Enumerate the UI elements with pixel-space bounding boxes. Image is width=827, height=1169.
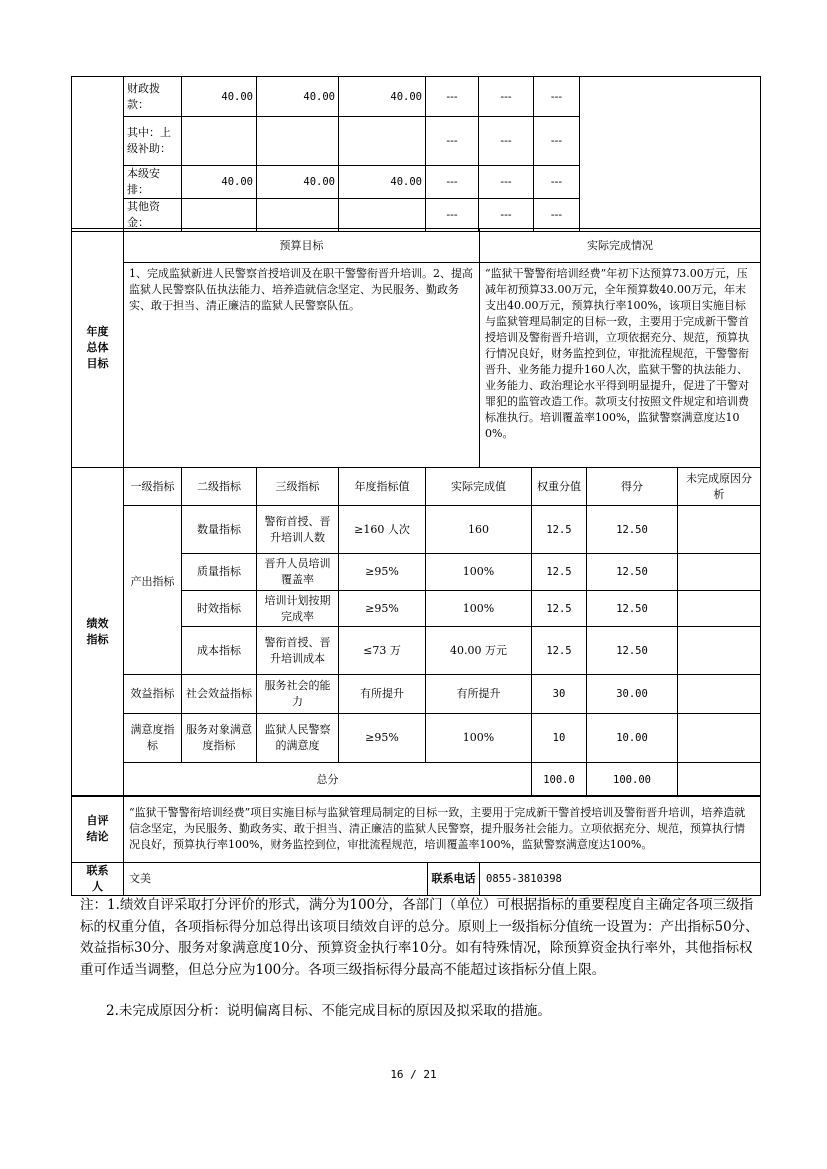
goals-table xyxy=(71,228,761,468)
score-cell: 12.50 xyxy=(587,554,678,591)
funds-cell xyxy=(257,117,339,166)
satisfaction-indicator-label: 满意度指标 xyxy=(124,714,182,763)
performance-section-label: 绩效指标 xyxy=(72,468,124,797)
funds-cell: --- xyxy=(534,117,580,166)
funds-cell: --- xyxy=(534,77,580,117)
header-target: 年度指标值 xyxy=(339,468,426,506)
score-cell: 10.00 xyxy=(587,714,678,763)
goals-section-label: 年度总体目标 xyxy=(72,229,124,468)
level3-cell: 晋升人员培训覆盖率 xyxy=(257,554,339,591)
funds-cell xyxy=(257,199,339,232)
funds-row-label: 其他资金： xyxy=(124,199,182,232)
level2-cell: 质量指标 xyxy=(182,554,257,591)
note-paragraph: 注：1.绩效自评采取打分评价的形式，满分为100分，各部门（单位）可根据指标的重要程度自主确定各项三级指标的权重分值，各项指标得分加总得出该项目绩效自评的总分。原则上一级指标分值统一设置为：产出指标50分、效益指标30分、服务对象满意度10分、预算资金执行率10分。如有特殊情况，除预算资金执行率外，其他指标权重可作适当调整，但总分应为100分。各项三级指标得分最高不能超过该指标分值上限。 xyxy=(80,897,759,978)
funds-right-blank xyxy=(580,77,761,232)
funds-row-label: 本级安排： xyxy=(124,166,182,199)
self-eval-table xyxy=(71,795,761,896)
weight-cell: 30 xyxy=(532,675,587,714)
actual-cell: 100% xyxy=(426,714,532,763)
level2-cell: 时效指标 xyxy=(182,591,257,627)
table-row xyxy=(72,506,761,554)
funds-cell: --- xyxy=(534,166,580,199)
self-eval-label: 自评结论 xyxy=(72,796,124,863)
score-cell: 12.50 xyxy=(587,627,678,675)
reason-cell xyxy=(678,554,761,591)
performance-table xyxy=(71,467,761,797)
funds-cell: --- xyxy=(426,117,479,166)
actual-cell: 100% xyxy=(426,591,532,627)
weight-cell: 12.5 xyxy=(532,506,587,554)
total-reason xyxy=(678,763,761,797)
output-indicator-label: 产出指标 xyxy=(124,506,182,675)
header-weight: 权重分值 xyxy=(532,468,587,506)
funds-cell: --- xyxy=(426,166,479,199)
funds-left-blank xyxy=(72,77,124,232)
header-reason: 未完成原因分析 xyxy=(678,468,761,506)
target-cell: ≤73 万 xyxy=(339,627,426,675)
level3-cell: 警衔首授、晋升培训人数 xyxy=(257,506,339,554)
actual-cell: 100% xyxy=(426,554,532,591)
target-cell: ≥95% xyxy=(339,714,426,763)
contact-row xyxy=(72,863,761,896)
reason-cell xyxy=(678,506,761,554)
funds-row-label: 财政拨款： xyxy=(124,77,182,117)
target-cell: ≥95% xyxy=(339,554,426,591)
table-row xyxy=(72,675,761,714)
funds-cell: 40.00 xyxy=(257,77,339,117)
contact-name: 文美 xyxy=(124,863,428,896)
funds-row xyxy=(72,77,761,117)
weight-cell: 10 xyxy=(532,714,587,763)
total-label: 总分 xyxy=(124,763,532,797)
actual-cell: 160 xyxy=(426,506,532,554)
score-cell: 30.00 xyxy=(587,675,678,714)
phone-number: 0855-3810398 xyxy=(480,863,761,896)
funds-cell xyxy=(182,117,257,166)
reason-cell xyxy=(678,591,761,627)
funds-cell xyxy=(339,199,426,232)
weight-cell: 12.5 xyxy=(532,627,587,675)
total-row xyxy=(72,763,761,797)
weight-cell: 12.5 xyxy=(532,554,587,591)
actual-cell: 有所提升 xyxy=(426,675,532,714)
funds-cell: --- xyxy=(479,166,534,199)
level2-cell: 数量指标 xyxy=(182,506,257,554)
performance-header-row xyxy=(72,468,761,506)
funds-cell: --- xyxy=(534,199,580,232)
funds-cell: --- xyxy=(426,77,479,117)
score-cell: 12.50 xyxy=(587,506,678,554)
goals-header-row xyxy=(72,229,761,263)
funds-cell: 40.00 xyxy=(339,166,426,199)
funds-cell: --- xyxy=(479,199,534,232)
header-score: 得分 xyxy=(587,468,678,506)
level2-cell: 服务对象满意度指标 xyxy=(182,714,257,763)
funds-row-label: 其中：上级补助： xyxy=(124,117,182,166)
reason-cell xyxy=(678,714,761,763)
page-number: 16 / 21 xyxy=(390,1068,437,1081)
header-actual: 实际完成值 xyxy=(426,468,532,506)
score-cell: 12.50 xyxy=(587,591,678,627)
note-reason-analysis: 2.未完成原因分析：说明偏离目标、不能完成目标的原因及拟采取的措施。 xyxy=(106,1003,551,1019)
budget-goal-header: 预算目标 xyxy=(124,229,480,263)
self-eval-text: “监狱干警警衔培训经费”项目实施目标与监狱管理局制定的目标一致，主要用于完成新干警首授培训及警衔晋升培训，培养造就信念坚定，为民服务、勤政务实、敢于担当、清正廉洁的监狱人民警察，提升服务社会能力。立项依据充分、规范，预算执行情况良好，预算执行率100%，财务监控到位，审批流程规范，培训覆盖率100%，监狱警察满意度达100%。 xyxy=(124,796,761,863)
level3-cell: 培训计划按期完成率 xyxy=(257,591,339,627)
goals-content-row xyxy=(72,263,761,468)
funds-cell xyxy=(339,117,426,166)
funds-cell: 40.00 xyxy=(182,77,257,117)
actual-status-text: “监狱干警警衔培训经费”年初下达预算73.00万元，压减年初预算33.00万元，全年预算数40.00万元，年末支出40.00万元，预算执行率100%，该项目实施目标与监狱管理局制定的目标一致，主要用于完成新干警首授培训及警衔晋升培训，立项依据充分、规范，预算执行情况良好，财务监控到位，审批流程规范，干警警衔晋升、业务能力提升160人次，监狱干警的执法能力、业务能力、政治理论水平得到明显提升，促进了干警对罪犯的监管改造工作。款项支付按照文件规定和培训费标准执行。培训覆盖率100%，监狱警察满意度达100%。 xyxy=(480,263,761,468)
funds-cell: 40.00 xyxy=(257,166,339,199)
total-score: 100.00 xyxy=(587,763,678,797)
level2-cell: 社会效益指标 xyxy=(182,675,257,714)
table-row xyxy=(72,714,761,763)
budget-goal-text: 1、完成监狱新进人民警察首授培训及在职干警警衔晋升培训。2、提高监狱人民警察队伍执法能力、培养造就信念坚定、为民服务、勤政务实、敢于担当、清正廉洁的监狱人民警察队伍。 xyxy=(124,263,480,468)
target-cell: ≥95% xyxy=(339,591,426,627)
funds-table xyxy=(71,76,761,232)
reason-cell xyxy=(678,675,761,714)
contact-label: 联系人 xyxy=(72,863,124,896)
funds-cell: 40.00 xyxy=(182,166,257,199)
level3-cell: 监狱人民警察的满意度 xyxy=(257,714,339,763)
level2-cell: 成本指标 xyxy=(182,627,257,675)
phone-label: 联系电话 xyxy=(428,863,480,896)
funds-cell xyxy=(182,199,257,232)
funds-cell: --- xyxy=(426,199,479,232)
funds-cell: --- xyxy=(479,117,534,166)
funds-cell: --- xyxy=(479,77,534,117)
header-level3: 三级指标 xyxy=(257,468,339,506)
reason-cell xyxy=(678,627,761,675)
level3-cell: 警衔首授、晋升培训成本 xyxy=(257,627,339,675)
self-eval-row xyxy=(72,796,761,863)
actual-cell: 40.00 万元 xyxy=(426,627,532,675)
weight-cell: 12.5 xyxy=(532,591,587,627)
target-cell: ≥160 人次 xyxy=(339,506,426,554)
header-level1: 一级指标 xyxy=(124,468,182,506)
header-level2: 二级指标 xyxy=(182,468,257,506)
total-weight: 100.0 xyxy=(532,763,587,797)
benefit-indicator-label: 效益指标 xyxy=(124,675,182,714)
actual-status-header: 实际完成情况 xyxy=(480,229,761,263)
funds-cell: 40.00 xyxy=(339,77,426,117)
target-cell: 有所提升 xyxy=(339,675,426,714)
level3-cell: 服务社会的能力 xyxy=(257,675,339,714)
